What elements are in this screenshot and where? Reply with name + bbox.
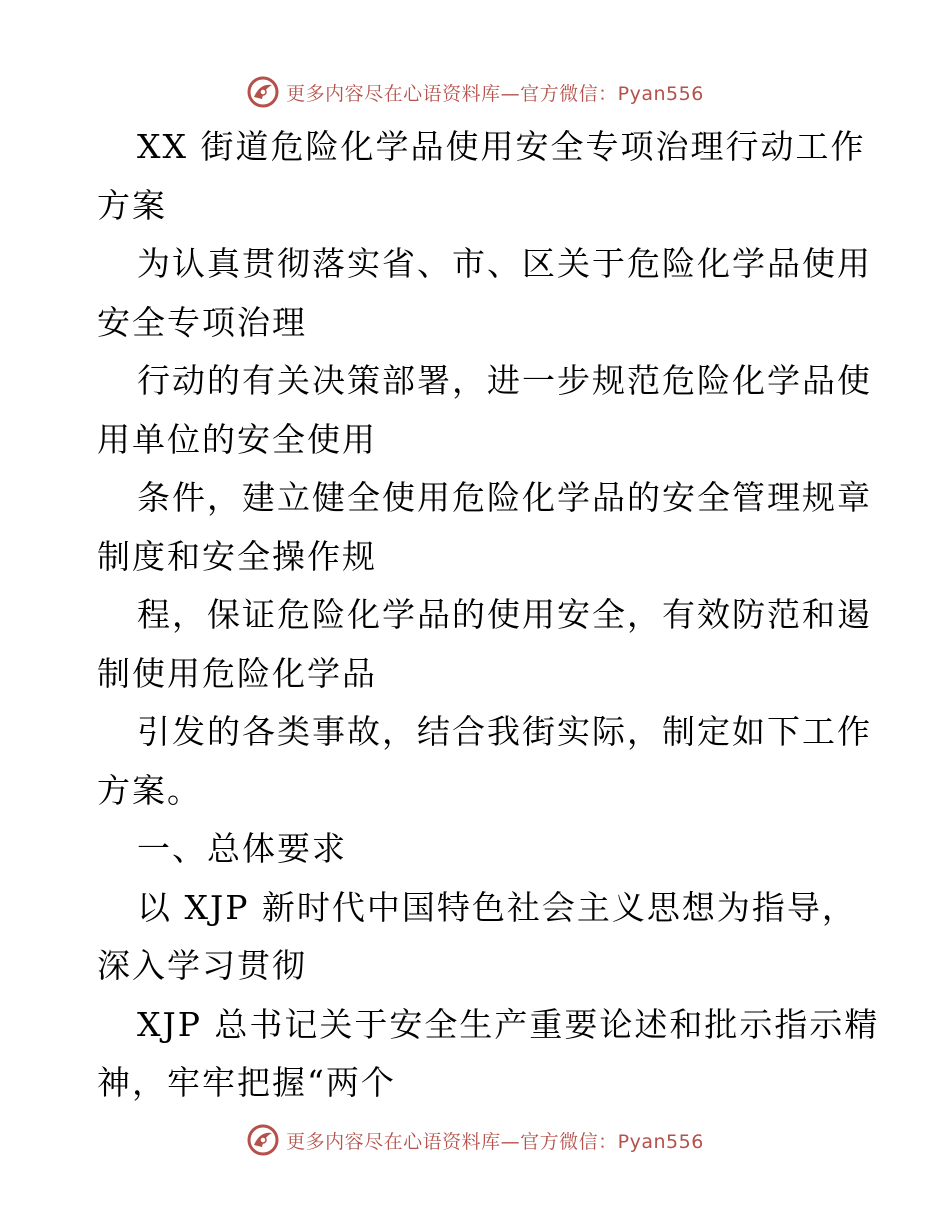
paragraph-line: 条件，建立健全使用危险化学品的安全管理规章 bbox=[137, 478, 872, 517]
watermark-text: 更多内容尽在心语资料库—官方微信：Pyan556 bbox=[286, 82, 704, 105]
document-body bbox=[0, 118, 950, 1113]
paragraph-line: 为认真贯彻落实省、市、区关于危险化学品使用 bbox=[137, 244, 872, 283]
paragraph-line: 以 XJP 新时代中国特色社会主义思想为指导， bbox=[137, 887, 857, 927]
red-swirl-logo-icon bbox=[246, 75, 280, 109]
paragraph-line: 安全专项治理 bbox=[97, 302, 307, 342]
paragraph-line: 神，牢牢把握“两个 bbox=[97, 1063, 396, 1102]
red-swirl-logo-icon bbox=[246, 1123, 280, 1157]
paragraph-line: 制使用危险化学品 bbox=[97, 653, 377, 693]
footer-watermark bbox=[0, 1120, 950, 1160]
paragraph-line: 方案。 bbox=[97, 770, 202, 810]
paragraph-line: 程，保证危险化学品的使用安全，有效防范和遏 bbox=[137, 595, 872, 634]
document-title-line: XX 街道危险化学品使用安全专项治理行动工作 bbox=[137, 127, 866, 166]
document-title-line: 方案 bbox=[97, 185, 167, 225]
paragraph-line: XJP 总书记关于安全生产重要论述和批示指示精 bbox=[137, 1004, 880, 1044]
paragraph-line: 用单位的安全使用 bbox=[97, 419, 377, 459]
paragraph-line: 制度和安全操作规 bbox=[97, 536, 377, 576]
header-watermark bbox=[0, 72, 950, 112]
paragraph-line: 行动的有关决策部署，进一步规范危险化学品使 bbox=[137, 361, 872, 400]
paragraph-line: 引发的各类事故，结合我街实际，制定如下工作 bbox=[137, 712, 872, 751]
watermark-text: 更多内容尽在心语资料库—官方微信：Pyan556 bbox=[286, 1130, 704, 1153]
paragraph-line: 深入学习贯彻 bbox=[97, 946, 307, 985]
section-heading: 一、总体要求 bbox=[137, 829, 347, 868]
